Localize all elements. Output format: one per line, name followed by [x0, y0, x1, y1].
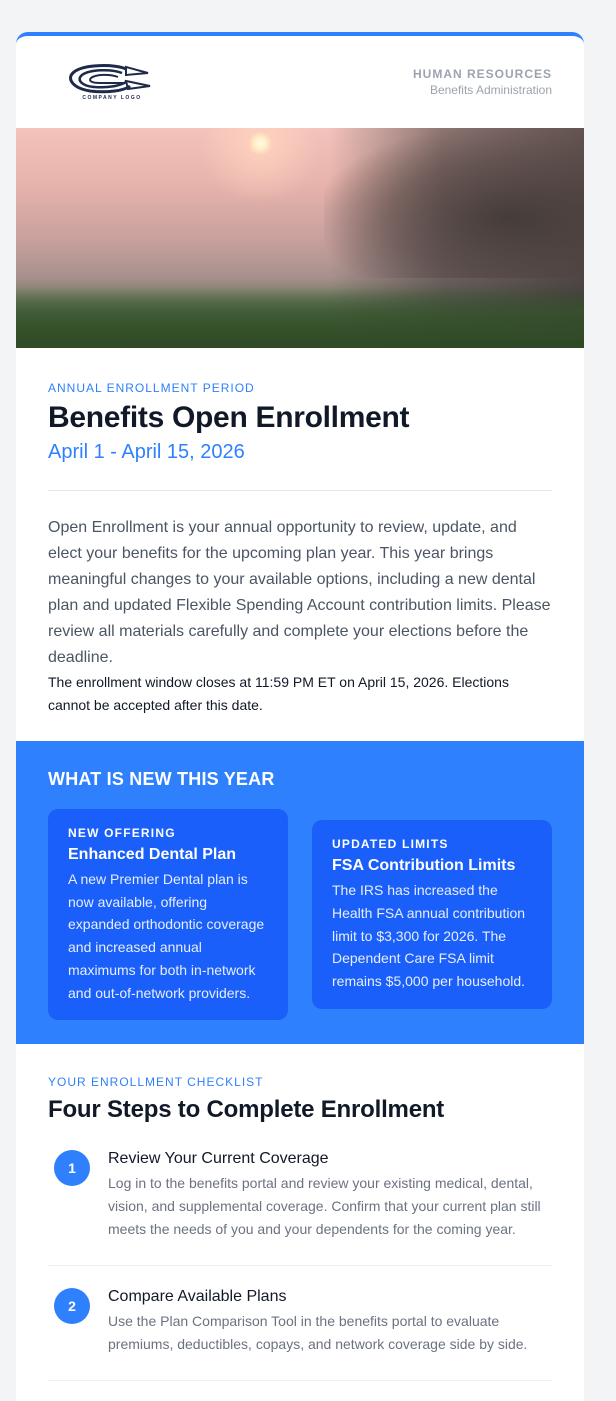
card-label: NEW OFFERING [68, 826, 176, 840]
intro-section [16, 348, 584, 741]
hero-grass [16, 288, 584, 348]
checklist-section [16, 1044, 584, 1381]
step-description: Log in to the benefits portal and review your existing medical, dental, vision, and supplemental coverage. Confirm that your current plan still meets the needs of you and your dependents for the coming year. [108, 1175, 541, 1238]
step-number-badge: 2 [54, 1288, 90, 1324]
new-card-dental [48, 809, 288, 1020]
card-body: The IRS has increased the Health FSA annual contribution limit to $3,300 for 2026. The Dependent Care FSA limit remains $5,000 per household. [332, 882, 526, 990]
step-title: Compare Available Plans [108, 1288, 287, 1306]
email-card [16, 32, 584, 1401]
step-content [108, 1148, 552, 1241]
new-card-fsa [312, 820, 552, 1009]
step-title: Review Your Current Coverage [108, 1150, 329, 1168]
whats-new-cards [48, 809, 552, 1020]
step-item [48, 1148, 552, 1266]
subdepartment-label: Benefits Administration [429, 83, 552, 97]
steps-list [48, 1148, 552, 1381]
email-header [16, 36, 584, 128]
card-body: A new Premier Dental plan is now available, offering expanded orthodontic coverage and increased annual maximums for both in-network and out-of-network providers. [68, 871, 265, 1001]
checklist-title: Four Steps to Complete Enrollment [48, 1096, 445, 1124]
enrollment-dates: April 1 - April 15, 2026 [48, 441, 245, 463]
page-title: Benefits Open Enrollment [48, 401, 410, 434]
whats-new-section [16, 741, 584, 1044]
logo-text: COMPANY LOGO [82, 94, 142, 101]
checklist-eyebrow: YOUR ENROLLMENT CHECKLIST [48, 1075, 264, 1090]
hero-image [16, 128, 584, 348]
card-title: Enhanced Dental Plan [68, 846, 237, 863]
step-item [48, 1286, 552, 1381]
step-number-badge: 1 [54, 1150, 90, 1186]
step-content [108, 1286, 552, 1356]
department-label: HUMAN RESOURCES [412, 67, 552, 81]
card-label: UPDATED LIMITS [332, 837, 449, 852]
intro-eyebrow: ANNUAL ENROLLMENT PERIOD [48, 381, 255, 395]
intro-body: Open Enrollment is your annual opportunity to review, update, and elect your benefits for the upcoming plan year. This year brings meaningful changes to your available options, including a new dental plan and updated Flexible Spending Account contribution limits. Please review all materials carefully and complete your elections before the deadline. [48, 519, 551, 666]
card-title: FSA Contribution Limits [332, 857, 516, 875]
sender-info [413, 66, 552, 98]
whats-new-title: WHAT IS NEW THIS YEAR [48, 769, 275, 789]
hero-trees [324, 128, 584, 278]
step-description: Use the Plan Comparison Tool in the benefits portal to evaluate premiums, deductibles, copays, and network coverage side by side. [108, 1313, 528, 1353]
divider [48, 490, 552, 491]
logo-mark-icon [64, 64, 160, 94]
company-logo [56, 62, 168, 102]
deadline-notice: The enrollment window closes at 11:59 PM ET on April 15, 2026. Elections cannot be accepted after this date. [48, 674, 509, 713]
